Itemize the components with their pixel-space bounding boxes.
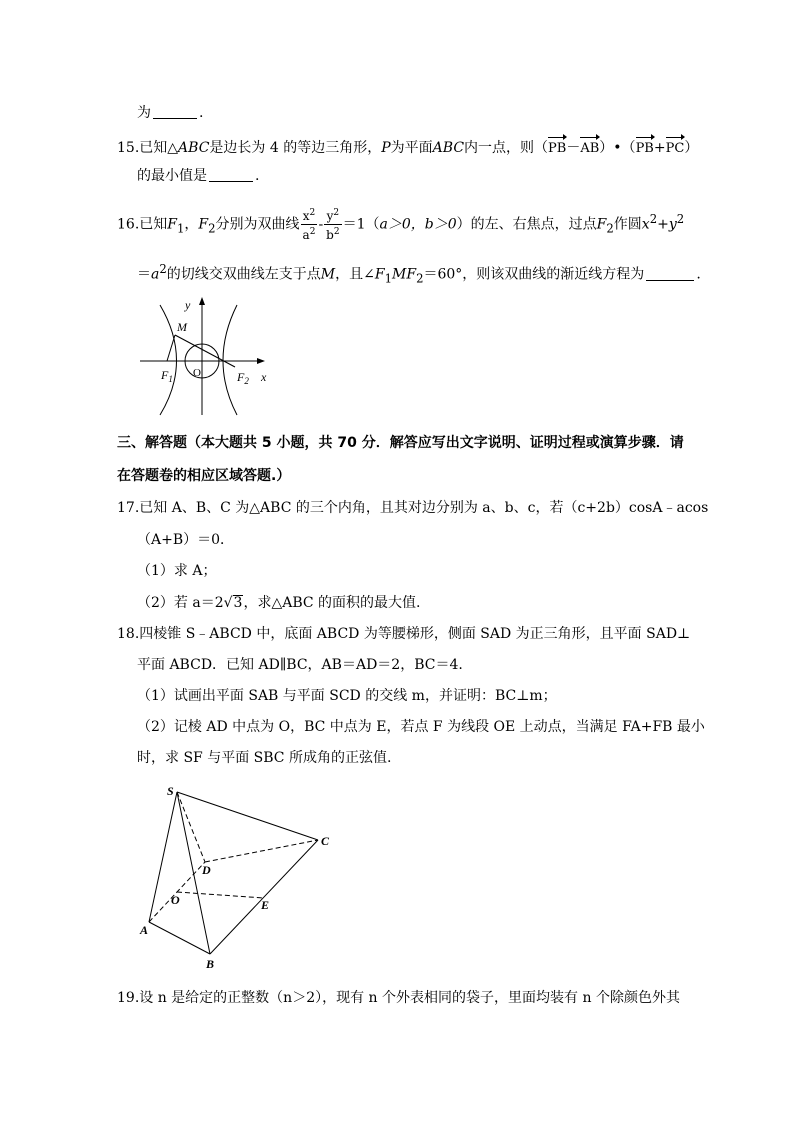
question-18-part-2-line-2: 时，求 SF 与平面 SBC 所成角的正弦值. xyxy=(137,750,392,766)
question-18-line-2: 平面 ABCD．已知 AD∥BC，AB＝AD＝2，BC＝4. xyxy=(137,657,463,673)
fraction-y2-b2: $\frac{y^2}{b^2}$ xyxy=(326,208,340,242)
question-17-part-1: （1）求 A； xyxy=(137,563,217,579)
section-3-heading-line-2: 在答题卷的相应区域答题.） xyxy=(117,468,291,484)
question-15-line-2: 的最小值是 . xyxy=(137,168,260,184)
vector-ab: AB xyxy=(580,136,599,159)
label-s: S xyxy=(167,784,174,798)
label-b: B xyxy=(206,957,215,971)
question-17-line-2: （A+B）＝0． xyxy=(137,532,235,548)
vector-pb: PB xyxy=(548,136,566,159)
label-a: A xyxy=(140,923,149,937)
label-y: y xyxy=(185,298,191,312)
question-17-line-1: 17.已知 A、B、C 为△ABC 的三个内角，且其对边分别为 a、b、c，若（c+2b）cosA﹣acos xyxy=(117,500,709,516)
question-15-line-1: 15.已知△ABC是边长为 4 的等边三角形，P为平面ABC内一点，则（PB－AB）•（PB+PC） xyxy=(117,136,698,159)
question-18-part-1: （1）试画出平面 SAB 与平面 SCD 的交线 m，并证明：BC⊥m； xyxy=(137,688,557,704)
answer-blank xyxy=(153,104,197,119)
label-e: E xyxy=(261,898,270,912)
label-o: O xyxy=(193,367,201,379)
section-3-heading-line-1: 三、解答题（本大题共 5 小题，共 70 分．解答应写出文字说明、证明过程或演算步骤．请 xyxy=(117,435,684,451)
label-c: C xyxy=(321,834,330,848)
answer-blank xyxy=(209,167,253,182)
question-18-line-1: 18.四棱锥 S﹣ABCD 中，底面 ABCD 为等腰梯形，侧面 SAD 为正三角形，且平面 SAD⊥ xyxy=(117,626,691,642)
q14-tail: 为 . xyxy=(137,105,204,121)
label-o: O xyxy=(171,893,180,907)
label-x: x xyxy=(261,370,267,384)
label-f2: $F_2$ xyxy=(237,370,249,386)
fraction-x2-a2: $\frac{x^2}{a^2}$ xyxy=(302,208,316,242)
label-d: D xyxy=(202,863,211,877)
label-m: M xyxy=(177,320,187,334)
answer-blank xyxy=(646,266,694,281)
vector-pc: PC xyxy=(666,136,685,159)
question-18-part-2-line-1: （2）记棱 AD 中点为 O，BC 中点为 E，若点 F 为线段 OE 上动点，当满足 FA+FB 最小 xyxy=(137,719,705,735)
question-16-line-2: $=a^2$的切线交双曲线左支于点M，且$\angle F_1MF_2=60^\circ$，则该双曲线的渐近线方程为 . xyxy=(137,262,701,286)
question-16-line-1: 16.已知$F_1$，$F_2$分别为双曲线 $\frac{x^2}{a^2}$ - $\frac{y^2}{b^2}$ ＝1（a＞0，b＞0）的左、右焦点，过点$F_2$作圆$x^2+y^2$ xyxy=(117,208,685,242)
pyramid-figure xyxy=(135,778,345,973)
question-19-line-1: 19.设 n 是给定的正整数（n＞2），现有 n 个外表相同的袋子，里面均装有 n 个除颜色外其 xyxy=(117,990,680,1006)
label-f1: $F_1$ xyxy=(161,368,173,384)
vector-pb-2: PB xyxy=(636,136,654,159)
hyperbola-figure xyxy=(135,295,285,420)
question-17-part-2: （2）若 a＝2√3，求△ABC 的面积的最大值. xyxy=(137,595,421,611)
